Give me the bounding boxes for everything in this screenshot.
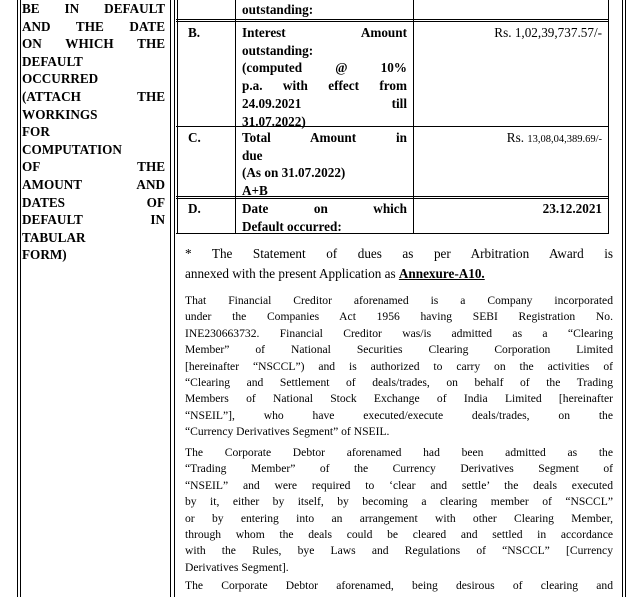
left-label-line: FOR: [22, 124, 50, 140]
left-label-line: TABULAR: [22, 229, 86, 245]
row-d-amount-text: 23.12.2021: [542, 201, 602, 216]
inner-table-left: [177, 0, 178, 234]
note-line-text: annexed with the present Application as: [185, 266, 399, 281]
table-border-left-inner: [20, 0, 21, 597]
annexure-link: Annexure-A10.: [398, 266, 485, 281]
left-label-line: AND THE DATE: [22, 18, 165, 34]
row-d-label-text: D.: [188, 201, 201, 216]
table-border-right-inner: [625, 0, 626, 597]
annexure-note: [185, 244, 613, 284]
inner-table-line-1b: [176, 21, 608, 22]
row-c-label-text: C.: [188, 130, 201, 145]
paragraph-line: Member” of National Securities Clearing Corporation Limited: [185, 343, 613, 357]
paragraph-line: “NSEIL”], who have executed/execute deals/trades, on the: [185, 408, 613, 422]
paragraph-line: “Trading Member” of the Currency Derivatives Segment of: [185, 462, 613, 476]
left-label-line: OCCURRED: [22, 71, 99, 87]
row-c-desc-line: Total Amount in: [242, 130, 407, 145]
paragraph-line: That Financial Creditor aforenamed is a Company incorporated: [185, 294, 613, 307]
row-d-label: [188, 200, 201, 218]
row-b-desc-line: p.a. with effect from: [242, 78, 407, 94]
paragraph-line: [hereinafter “NSCCL”) and is authorized to carry on the activities of: [185, 359, 613, 373]
row-b-desc-line: outstanding:: [242, 42, 314, 58]
left-label-line: BE IN DEFAULT: [22, 1, 165, 16]
row-c-amount-text: 13,08,04,389.69/-: [527, 134, 602, 145]
paragraph-3: [185, 578, 613, 594]
left-label-line: AMOUNT AND: [22, 176, 165, 192]
left-label: [22, 0, 165, 264]
left-label-line: FORM): [22, 247, 67, 263]
paragraph-line: The Corporate Debtor aforenamed had been admitted as the: [185, 446, 613, 459]
paragraph-line: or by entering into an arrangement with other Clearing Member,: [185, 511, 613, 525]
left-label-line: COMPUTATION: [22, 141, 122, 157]
row-d-desc: [242, 200, 407, 235]
paragraph-line: Derivatives Segment].: [185, 560, 289, 574]
left-label-line: WORKINGS: [22, 106, 98, 122]
paragraph-line: “Clearing and Settlement of deals/trades, on behalf of the Trading: [185, 376, 613, 390]
paragraph-line: “NSEIL” and were required to ‘clear and settle’ the deals executed: [185, 478, 613, 492]
row-c-desc-line: due: [242, 147, 263, 163]
left-label-line: (ATTACH THE: [22, 88, 165, 104]
paragraph-line: Members of National Stock Exchange of India Limited [hereinafter: [185, 392, 613, 406]
row-c-amount: [418, 129, 602, 149]
paragraph-line: The Corporate Debtor aforenamed, being desirous of clearing and: [185, 579, 613, 592]
table-border-col1: [170, 0, 171, 597]
row-b-desc-line: 24.09.2021 till: [242, 95, 407, 111]
table-border-left: [17, 0, 18, 597]
left-label-line: DEFAULT IN: [22, 212, 165, 228]
row-c-desc-line: A+B: [242, 183, 268, 199]
row-c-desc: [242, 129, 407, 200]
paragraph-2: [185, 445, 613, 576]
left-label-line: OF THE: [22, 159, 165, 175]
table-border-col1-inner: [174, 0, 175, 597]
paragraph-line: “Currency Derivatives Segment” of NSEIL.: [185, 425, 390, 439]
row-d-desc-line: Date on which: [242, 201, 407, 216]
row-b-desc-line: 31.07.2022): [242, 113, 306, 129]
paragraph-1: [185, 293, 613, 441]
paragraph-line: by it, either by itself, by becoming a clearing member of “NSCCL”: [185, 495, 613, 509]
note-line: * The Statement of dues as per Arbitration Award is: [185, 246, 613, 261]
left-label-line: DATES OF: [22, 194, 165, 210]
paragraph-line: INE230663732. Financial Creditor was/is admitted as a “Clearing: [185, 326, 613, 340]
row-c-label: [188, 129, 201, 147]
row-b-label: [188, 24, 200, 42]
row-b-desc: [242, 24, 407, 130]
inner-table-right: [608, 0, 609, 234]
row-d-desc-line: Default occurred:: [242, 218, 342, 234]
note-line: [185, 264, 613, 284]
row-c-amount-prefix: Rs.: [506, 130, 525, 145]
paragraph-line: with the Rules, bye Laws and Regulations of “NSCCL” [Currency: [185, 544, 613, 558]
row-d-amount: [418, 200, 602, 218]
table-border-right: [622, 0, 623, 597]
paragraph-line: under the Companies Act 1956 having SEBI Registration No.: [185, 310, 613, 324]
paragraph-line: through whom the deals could be cleared and settled in accordance: [185, 528, 613, 542]
inner-table-line-1: [176, 19, 608, 20]
row-b-desc-line: (computed @ 10%: [242, 60, 407, 76]
row-b-desc-line: Interest Amount: [242, 25, 407, 40]
row-a-desc-text: outstanding:: [242, 2, 314, 17]
row-a-desc-tail: [242, 1, 407, 19]
row-c-desc-line: (As on 31.07.2022): [242, 165, 346, 181]
row-b-amount-text: Rs. 1,02,39,737.57/-: [494, 25, 602, 40]
left-label-line: DEFAULT: [22, 53, 83, 69]
row-b-amount: [418, 24, 602, 42]
left-label-line: ON WHICH THE: [22, 36, 165, 52]
row-b-label-text: B.: [188, 25, 201, 40]
